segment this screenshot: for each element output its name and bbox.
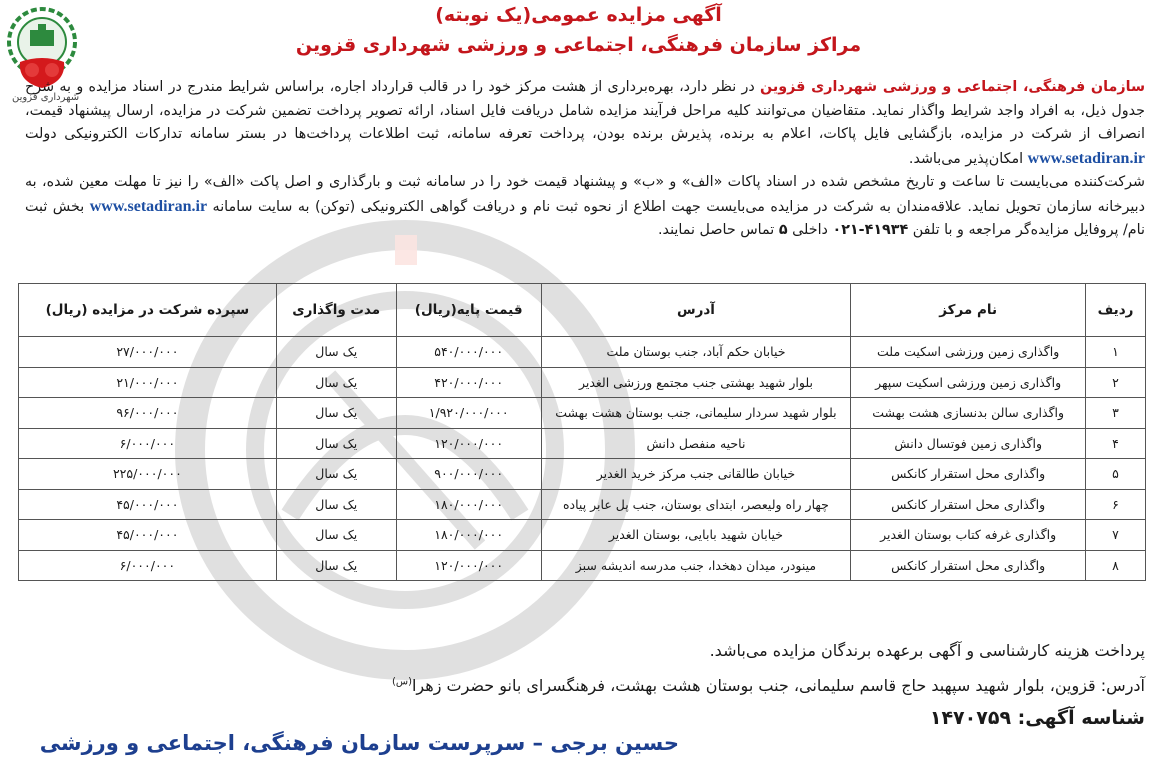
cell-duration: یک سال (276, 428, 396, 459)
cell-base-price: ۹۰۰/۰۰۰/۰۰۰ (396, 459, 541, 490)
phone-number: ۴۱۹۳۴-۰۲۱ (832, 222, 909, 238)
intro-text-1a: در نظر دارد، بهره‌برداری از هشت مرکز خود را در قالب قرارداد اجاره، براساس شرایط مندرج در اسناد مزایده و به شرح جدول ذیل، به افراد واجد شرایط واگذار نماید. متقاضیان می‌توانند کلیه مراحل فرآیند مزایده شامل دریافت فایل اسناد، ارائه تصویر پرداخت تضمین شرکت در مزایده، ارسال پیشنهاد قیمت، انصراف از شرکت در مزایده، بازگشایی فایل پاکات، اعلام به برنده، پذیرش برنده بودن، پرداخت تعرفه سامانه، ثبت اطلاعات پرداخت‌ها در بستر سامانه تدارکات الکترونیکی دولت (25, 79, 1145, 142)
notice-title: آگهی مزایده عمومی(یک نوبته) (435, 4, 722, 26)
address-line (392, 676, 1145, 695)
ad-id-label: شناسه آگهی: (1017, 707, 1145, 729)
cell-deposit: ۲۷/۰۰۰/۰۰۰ (19, 337, 277, 368)
cell-address: مینودر، میدان دهخدا، جنب مدرسه اندیشه سبز (541, 550, 851, 581)
cell-center-name: واگذاری محل استقرار کانکس (851, 550, 1086, 581)
header-deposit: سپرده شرکت در مزایده (ریال) (19, 284, 277, 337)
cell-base-price: ۱۸۰/۰۰۰/۰۰۰ (396, 489, 541, 520)
table-row (19, 520, 1146, 551)
intro-text-2a: شرکت‌کننده می‌بایست تا ساعت و تاریخ مشخص شده در اسناد پاکات «الف» و «ب» و پیشنهاد قیمت خود را در سامانه ثبت و بارگذاری و اصل پاکت «الف» را نیز تا مهلت معین شده، به دبیرخانه سازمان تحویل نماید. علاقه‌مندان به شرکت در مزایده می‌بایست جهت اطلاع از نحوه ثبت نام و دریافت گواهی الکترونیکی (توکن) به سایت سامانه (25, 174, 1146, 215)
setadiran-link[interactable]: www.setadiran.ir (1027, 149, 1145, 167)
cell-address: خیابان حکم آباد، جنب بوستان ملت (541, 337, 851, 368)
cell-address: خیابان شهید بابایی، بوستان الغدیر (541, 520, 851, 551)
table-header-row (19, 284, 1146, 337)
cell-duration: یک سال (276, 337, 396, 368)
cell-center-name: واگذاری زمین فوتسال دانش (851, 428, 1086, 459)
cost-note: پرداخت هزینه کارشناسی و آگهی برعهده برندگان مزایده می‌باشد. (709, 641, 1145, 660)
cell-row-number: ۶ (1086, 489, 1146, 520)
cell-center-name: واگذاری محل استقرار کانکس (851, 459, 1086, 490)
cell-deposit: ۹۶/۰۰۰/۰۰۰ (19, 398, 277, 429)
intro-text-2c: داخلی (787, 222, 833, 238)
cell-row-number: ۴ (1086, 428, 1146, 459)
cell-address: چهار راه ولیعصر، ابتدای بوستان، جنب پل عابر پیاده (541, 489, 851, 520)
intro-paragraph-2 (25, 171, 1145, 243)
cell-row-number: ۱ (1086, 337, 1146, 368)
table-row (19, 428, 1146, 459)
cell-duration: یک سال (276, 520, 396, 551)
cell-duration: یک سال (276, 550, 396, 581)
address-sup: (س) (391, 676, 412, 688)
cell-base-price: ۱۲۰/۰۰۰/۰۰۰ (396, 550, 541, 581)
cell-address: خیابان طالقانی جنب مرکز خرید الغدیر (541, 459, 851, 490)
org-name: سازمان فرهنگی، اجتماعی و ورزشی شهرداری قزوین (760, 79, 1146, 95)
header-address: آدرس (541, 284, 851, 337)
cell-address: بلوار شهید بهشتی جنب مجتمع ورزشی الغدیر (541, 367, 851, 398)
cell-duration: یک سال (276, 398, 396, 429)
cell-base-price: ۴۲۰/۰۰۰/۰۰۰ (396, 367, 541, 398)
header-base-price: قیمت پایه(ریال) (396, 284, 541, 337)
cell-base-price: ۱/۹۲۰/۰۰۰/۰۰۰ (396, 398, 541, 429)
intro-paragraph-1 (25, 76, 1145, 171)
intro-text-2d: تماس حاصل نمایند. (658, 222, 779, 238)
cell-duration: یک سال (276, 459, 396, 490)
signature: حسین برجی – سرپرست سازمان فرهنگی، اجتماعی و ورزشی (39, 731, 679, 755)
cell-deposit: ۲۱/۰۰۰/۰۰۰ (19, 367, 277, 398)
cell-base-price: ۱۸۰/۰۰۰/۰۰۰ (396, 520, 541, 551)
setadiran-link-2[interactable]: www.setadiran.ir (89, 197, 208, 215)
cell-center-name: واگذاری زمین ورزشی اسکیت ملت (851, 337, 1086, 368)
header-duration: مدت واگذاری (276, 284, 396, 337)
intro-text (25, 76, 1145, 243)
logo-caption: شهرداری قزوین (12, 92, 80, 103)
auction-table (18, 283, 1146, 581)
cell-deposit: ۶/۰۰۰/۰۰۰ (19, 428, 277, 459)
address-text: آدرس: قزوین، بلوار شهید سپهبد حاج قاسم سلیمانی، جنب بوستان هشت بهشت، فرهنگسرای بانو حضرت زهرا (411, 676, 1145, 695)
cell-center-name: واگذاری غرفه کتاب بوستان الغدیر (851, 520, 1086, 551)
cell-duration: یک سال (276, 489, 396, 520)
intro-text-2b: بخش ثبت نام/ پروفایل مزایده‌گر مراجعه و با تلفن (25, 198, 1145, 238)
cell-center-name: واگذاری زمین ورزشی اسکیت سپهر (851, 367, 1086, 398)
table-row (19, 459, 1146, 490)
table-row (19, 398, 1146, 429)
table-row (19, 550, 1146, 581)
cell-duration: یک سال (276, 367, 396, 398)
header-row-number: ردیف (1086, 284, 1146, 337)
cell-base-price: ۱۲۰/۰۰۰/۰۰۰ (396, 428, 541, 459)
cell-deposit: ۴۵/۰۰۰/۰۰۰ (19, 489, 277, 520)
table-row (19, 367, 1146, 398)
cell-center-name: واگذاری محل استقرار کانکس (851, 489, 1086, 520)
cell-address: ناحیه منفصل دانش (541, 428, 851, 459)
cell-deposit: ۲۲۵/۰۰۰/۰۰۰ (19, 459, 277, 490)
phone-extension: ۵ (778, 222, 788, 238)
ad-id-line (930, 707, 1145, 729)
cell-row-number: ۵ (1086, 459, 1146, 490)
cell-row-number: ۷ (1086, 520, 1146, 551)
cell-row-number: ۳ (1086, 398, 1146, 429)
header-center-name: نام مرکز (851, 284, 1086, 337)
cell-deposit: ۶/۰۰۰/۰۰۰ (19, 550, 277, 581)
cell-deposit: ۴۵/۰۰۰/۰۰۰ (19, 520, 277, 551)
cell-base-price: ۵۴۰/۰۰۰/۰۰۰ (396, 337, 541, 368)
table-row (19, 337, 1146, 368)
cell-center-name: واگذاری سالن بدنسازی هشت بهشت (851, 398, 1086, 429)
cell-row-number: ۸ (1086, 550, 1146, 581)
table-row (19, 489, 1146, 520)
ad-id-value: ۱۴۷۰۷۵۹ (929, 707, 1012, 729)
cell-row-number: ۲ (1086, 367, 1146, 398)
notice-subtitle: مراکز سازمان فرهنگی، اجتماعی و ورزشی شهرداری قزوین (295, 34, 862, 56)
intro-text-1b: امکان‌پذیر می‌باشد. (908, 150, 1028, 167)
cell-address: بلوار شهید سردار سلیمانی، جنب بوستان هشت بهشت (541, 398, 851, 429)
